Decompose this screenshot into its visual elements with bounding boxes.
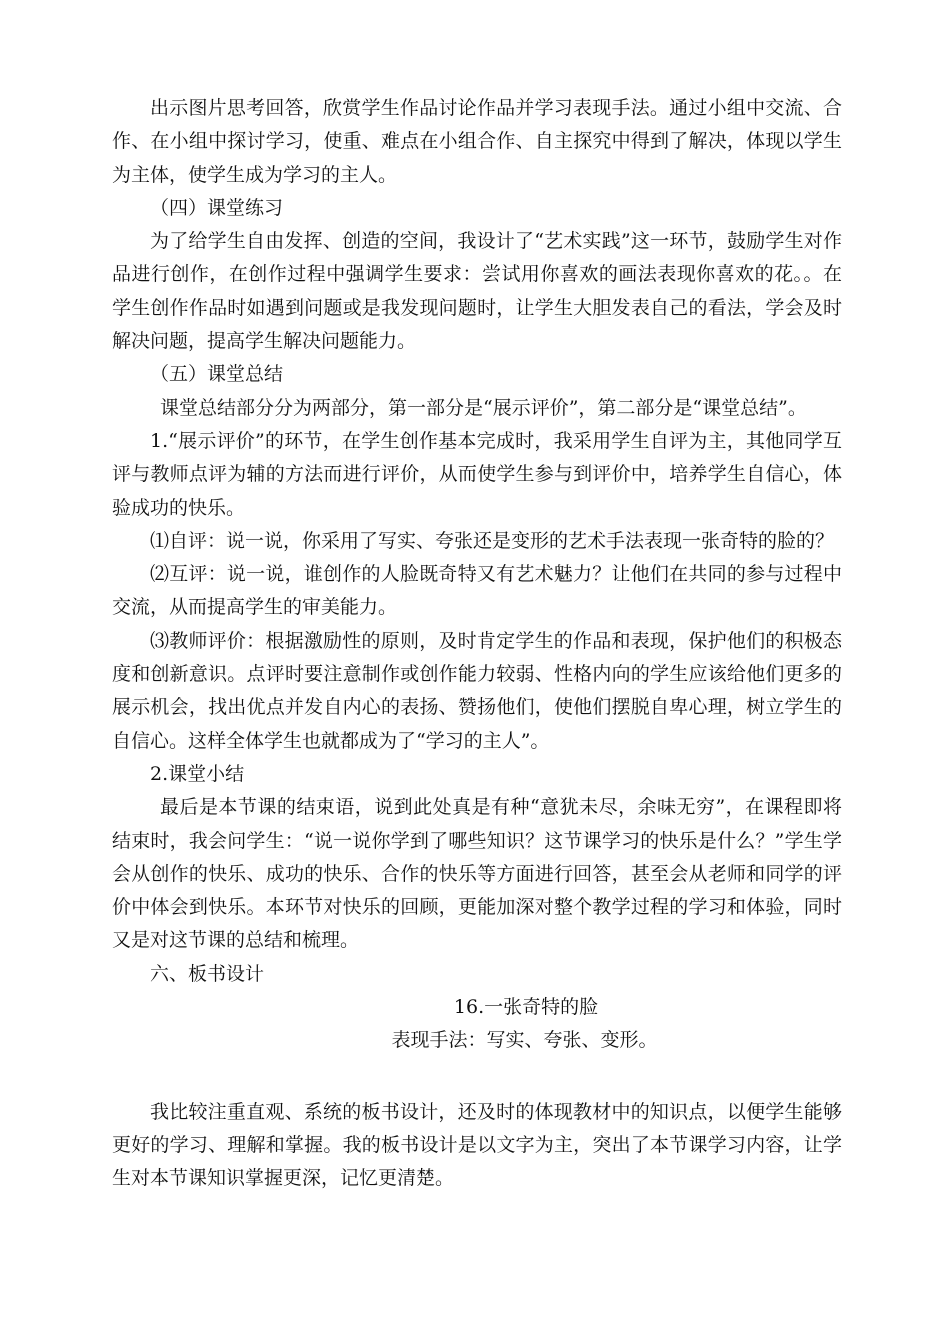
paragraph-peer-evaluation: ⑵互评：说一说，谁创作的人脸既奇特又有艺术魅力？让他们在共同的参与过程中交流，从而提高学生的审美能力。 [112, 563, 842, 619]
paragraph-teacher-evaluation: ⑶教师评价：根据激励性的原则，及时肯定学生的作品和表现，保护他们的积极态度和创新意识。点评时要注意制作或创作能力较弱、性格内向的学生应该给他们更多的展示机会，找出优点并发自内心的表扬、赞扬他们，使他们摆脱自卑心理，树立学生的自信心。这样全体学生也就都成为了“学习的主人”。 [112, 629, 842, 752]
document-page [112, 92, 842, 1196]
heading-lesson-wrapup: 2.课堂小结 [150, 762, 245, 785]
paragraph-art-practice: 为了给学生自由发挥、创造的空间，我设计了“艺术实践”这一环节，鼓励学生对作品进行创作，在创作过程中强调学生要求：尝试用你喜欢的画法表现你喜欢的花。。在学生创作作品时如遇到问题或是我发现问题时，让学生大胆发表自己的看法，学会及时解决问题，提高学生解决问题能力。 [112, 230, 842, 353]
paragraph-discussion: 出示图片思考回答，欣赏学生作品讨论作品并学习表现手法。通过小组中交流、合作、在小组中探讨学习，使重、难点在小组合作、自主探究中得到了解决，体现以学生为主体，使学生成为学习的主人。 [112, 97, 842, 186]
heading-board-design: 六、板书设计 [150, 962, 265, 985]
paragraph-closing-remarks: 最后是本节课的结束语，说到此处真是有种“意犹未尽，余味无穷”，在课程即将结束时，我会问学生：“说一说你学到了哪些知识？这节课学习的快乐是什么？”学生学会从创作的快乐、成功的快乐、合作的快乐等方面进行回答，甚至会从老师和同学的评价中体会到快乐。本环节对快乐的回顾，更能加深对整个教学过程的学习和体验，同时又是对这节课的总结和梳理。 [112, 796, 842, 952]
heading-classroom-practice: （四）课堂练习 [150, 196, 284, 219]
board-subtitle: 表现手法：写实、夸张、变形。 [391, 1029, 658, 1052]
paragraph-display-evaluation: 1.“展示评价”的环节，在学生创作基本完成时，我采用学生自评为主，其他同学互评与教师点评为辅的方法而进行评价，从而使学生参与到评价中，培养学生自信心，体验成功的快乐。 [112, 429, 842, 519]
paragraph-self-evaluation: ⑴自评：说一说，你采用了写实、夸张还是变形的艺术手法表现一张奇特的脸的？ [150, 529, 835, 552]
heading-classroom-summary: （五）课堂总结 [150, 363, 284, 386]
paragraph-summary-intro: 课堂总结部分分为两部分，第一部分是“展示评价”，第二部分是“课堂总结”。 [160, 396, 807, 419]
board-title: 16.一张奇特的脸 [453, 996, 599, 1019]
paragraph-board-explanation: 我比较注重直观、系统的板书设计，还及时的体现教材中的知识点，以便学生能够更好的学习、理解和掌握。我的板书设计是以文字为主，突出了本节课学习内容，让学生对本节课知识掌握更深，记忆更清楚。 [112, 1100, 842, 1190]
